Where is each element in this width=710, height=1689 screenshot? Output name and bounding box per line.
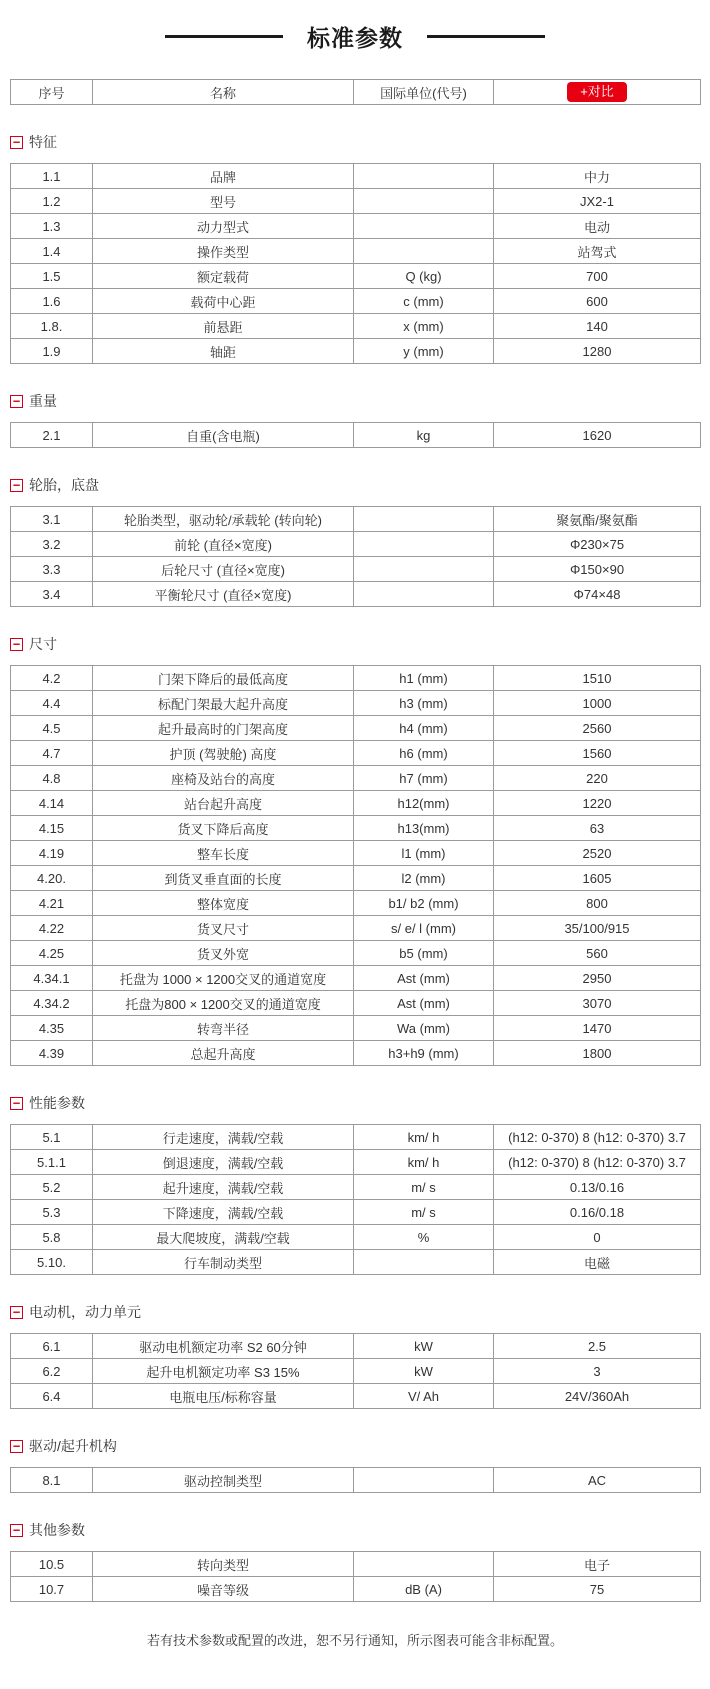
section-table — [10, 1551, 701, 1602]
section-table — [10, 1467, 701, 1493]
title-line-right — [427, 35, 545, 38]
row-name-cell: 额定载荷 — [93, 264, 354, 289]
row-value-cell: 3070 — [494, 991, 701, 1016]
collapse-minus-icon[interactable]: − — [10, 136, 23, 149]
row-unit-cell: km/ h — [354, 1150, 494, 1175]
row-value-cell: 140 — [494, 314, 701, 339]
row-name-cell: 前轮 (直径×宽度) — [93, 532, 354, 557]
row-name-cell: 货叉尺寸 — [93, 916, 354, 941]
row-number-cell: 6.2 — [11, 1359, 93, 1384]
table-row — [11, 164, 701, 189]
row-name-cell: 站台起升高度 — [93, 791, 354, 816]
spec-section — [10, 1302, 700, 1409]
section-header — [10, 1302, 700, 1322]
table-row — [11, 1175, 701, 1200]
row-unit-cell — [354, 239, 494, 264]
table-row — [11, 866, 701, 891]
row-unit-cell: Ast (mm) — [354, 991, 494, 1016]
row-name-cell: 起升速度，满载/空载 — [93, 1175, 354, 1200]
row-name-cell: 货叉下降后高度 — [93, 816, 354, 841]
row-unit-cell: h3 (mm) — [354, 691, 494, 716]
row-unit-cell: b5 (mm) — [354, 941, 494, 966]
table-row — [11, 741, 701, 766]
row-unit-cell — [354, 1552, 494, 1577]
row-number-cell: 4.2 — [11, 666, 93, 691]
row-value-cell: 2560 — [494, 716, 701, 741]
table-row — [11, 1125, 701, 1150]
row-number-cell: 4.15 — [11, 816, 93, 841]
row-unit-cell: l2 (mm) — [354, 866, 494, 891]
table-row — [11, 189, 701, 214]
table-row — [11, 1225, 701, 1250]
table-row — [11, 1200, 701, 1225]
table-row — [11, 264, 701, 289]
spec-section — [10, 391, 700, 448]
table-row — [11, 314, 701, 339]
row-value-cell: 0 — [494, 1225, 701, 1250]
row-number-cell: 4.7 — [11, 741, 93, 766]
row-name-cell: 货叉外宽 — [93, 941, 354, 966]
row-number-cell: 10.5 — [11, 1552, 93, 1577]
spec-section — [10, 1093, 700, 1275]
collapse-minus-icon[interactable]: − — [10, 1097, 23, 1110]
row-name-cell: 行车制动类型 — [93, 1250, 354, 1275]
table-row — [11, 532, 701, 557]
collapse-minus-icon[interactable]: − — [10, 638, 23, 651]
row-name-cell: 转弯半径 — [93, 1016, 354, 1041]
row-number-cell: 5.3 — [11, 1200, 93, 1225]
row-name-cell: 总起升高度 — [93, 1041, 354, 1066]
row-name-cell: 载荷中心距 — [93, 289, 354, 314]
row-unit-cell: h4 (mm) — [354, 716, 494, 741]
collapse-minus-icon[interactable]: − — [10, 479, 23, 492]
row-name-cell: 自重(含电瓶) — [93, 423, 354, 448]
row-unit-cell: kW — [354, 1334, 494, 1359]
table-row — [11, 1334, 701, 1359]
section-title: 其他参数 — [29, 1522, 85, 1538]
table-row — [11, 423, 701, 448]
header-cell-unit: 国际单位(代号) — [354, 80, 494, 105]
section-header — [10, 132, 700, 152]
row-number-cell: 4.39 — [11, 1041, 93, 1066]
table-row — [11, 339, 701, 364]
table-row — [11, 766, 701, 791]
row-name-cell: 起升最高时的门架高度 — [93, 716, 354, 741]
section-table — [10, 506, 701, 607]
row-unit-cell: kW — [354, 1359, 494, 1384]
row-number-cell: 4.34.2 — [11, 991, 93, 1016]
row-name-cell: 整车长度 — [93, 841, 354, 866]
row-unit-cell: Wa (mm) — [354, 1016, 494, 1041]
row-number-cell: 3.2 — [11, 532, 93, 557]
section-title: 特征 — [29, 134, 57, 150]
row-number-cell: 3.1 — [11, 507, 93, 532]
table-row — [11, 239, 701, 264]
row-name-cell: 轮胎类型，驱动轮/承载轮 (转向轮) — [93, 507, 354, 532]
row-name-cell: 电瓶电压/标称容量 — [93, 1384, 354, 1409]
row-number-cell: 4.20. — [11, 866, 93, 891]
row-value-cell: Φ74×48 — [494, 582, 701, 607]
table-row — [11, 1384, 701, 1409]
row-name-cell: 操作类型 — [93, 239, 354, 264]
row-unit-cell — [354, 164, 494, 189]
row-value-cell: 1620 — [494, 423, 701, 448]
row-number-cell: 4.14 — [11, 791, 93, 816]
row-name-cell: 最大爬坡度，满载/空载 — [93, 1225, 354, 1250]
row-unit-cell: V/ Ah — [354, 1384, 494, 1409]
row-name-cell: 动力型式 — [93, 214, 354, 239]
row-value-cell: 700 — [494, 264, 701, 289]
row-unit-cell — [354, 189, 494, 214]
row-value-cell: (h12: 0-370) 8 (h12: 0-370) 3.7 — [494, 1125, 701, 1150]
row-name-cell: 噪音等级 — [93, 1577, 354, 1602]
row-unit-cell: h7 (mm) — [354, 766, 494, 791]
spec-section — [10, 1520, 700, 1602]
row-number-cell: 1.1 — [11, 164, 93, 189]
row-unit-cell: c (mm) — [354, 289, 494, 314]
row-unit-cell: % — [354, 1225, 494, 1250]
table-row — [11, 1552, 701, 1577]
section-header — [10, 1093, 700, 1113]
row-value-cell: 63 — [494, 816, 701, 841]
row-value-cell: 电动 — [494, 214, 701, 239]
row-name-cell: 座椅及站台的高度 — [93, 766, 354, 791]
row-number-cell: 1.5 — [11, 264, 93, 289]
row-number-cell: 5.8 — [11, 1225, 93, 1250]
table-row — [11, 791, 701, 816]
row-number-cell: 3.3 — [11, 557, 93, 582]
header-cell-name: 名称 — [93, 80, 354, 105]
collapse-minus-icon[interactable]: − — [10, 395, 23, 408]
row-name-cell: 下降速度，满载/空载 — [93, 1200, 354, 1225]
row-unit-cell — [354, 1468, 494, 1493]
row-value-cell: 3 — [494, 1359, 701, 1384]
row-number-cell: 5.2 — [11, 1175, 93, 1200]
table-row — [11, 841, 701, 866]
row-name-cell: 转向类型 — [93, 1552, 354, 1577]
row-name-cell: 前悬距 — [93, 314, 354, 339]
table-row — [11, 507, 701, 532]
row-value-cell: 站驾式 — [494, 239, 701, 264]
row-number-cell: 4.25 — [11, 941, 93, 966]
row-unit-cell: dB (A) — [354, 1577, 494, 1602]
header-cell-no: 序号 — [11, 80, 93, 105]
table-row — [11, 666, 701, 691]
collapse-minus-icon[interactable]: − — [10, 1524, 23, 1537]
table-row — [11, 1250, 701, 1275]
row-number-cell: 1.9 — [11, 339, 93, 364]
header-row — [11, 80, 701, 105]
section-header — [10, 475, 700, 495]
row-number-cell: 4.8 — [11, 766, 93, 791]
section-table — [10, 1333, 701, 1409]
table-row — [11, 1150, 701, 1175]
row-unit-cell: h12(mm) — [354, 791, 494, 816]
row-number-cell: 6.1 — [11, 1334, 93, 1359]
section-title: 电动机，动力单元 — [29, 1304, 141, 1320]
row-value-cell: 1280 — [494, 339, 701, 364]
row-name-cell: 整体宽度 — [93, 891, 354, 916]
row-value-cell: 1800 — [494, 1041, 701, 1066]
row-name-cell: 型号 — [93, 189, 354, 214]
section-header — [10, 634, 700, 654]
row-unit-cell: Q (kg) — [354, 264, 494, 289]
row-value-cell: 0.16/0.18 — [494, 1200, 701, 1225]
row-value-cell: 220 — [494, 766, 701, 791]
row-unit-cell: b1/ b2 (mm) — [354, 891, 494, 916]
row-unit-cell — [354, 214, 494, 239]
spec-section — [10, 634, 700, 1066]
section-table — [10, 665, 701, 1066]
row-value-cell: 1470 — [494, 1016, 701, 1041]
section-title: 性能参数 — [29, 1095, 85, 1111]
table-row — [11, 582, 701, 607]
header-cell-compare — [494, 80, 701, 105]
spec-header-table — [10, 79, 701, 105]
row-unit-cell: Ast (mm) — [354, 966, 494, 991]
table-row — [11, 891, 701, 916]
table-row — [11, 1041, 701, 1066]
row-unit-cell — [354, 1250, 494, 1275]
row-value-cell: 聚氨酯/聚氨酯 — [494, 507, 701, 532]
row-number-cell: 1.8. — [11, 314, 93, 339]
collapse-minus-icon[interactable]: − — [10, 1440, 23, 1453]
footer-note: 若有技术参数或配置的改进，恕不另行通知，所示图表可能含非标配置。 — [146, 1633, 563, 1648]
row-name-cell: 托盘为800 × 1200交叉的通道宽度 — [93, 991, 354, 1016]
row-unit-cell: h3+h9 (mm) — [354, 1041, 494, 1066]
row-value-cell: 1000 — [494, 691, 701, 716]
row-number-cell: 4.34.1 — [11, 966, 93, 991]
table-row — [11, 991, 701, 1016]
table-row — [11, 1016, 701, 1041]
row-value-cell: 560 — [494, 941, 701, 966]
row-value-cell: 2520 — [494, 841, 701, 866]
compare-button[interactable]: +对比 — [567, 82, 627, 102]
row-number-cell: 2.1 — [11, 423, 93, 448]
row-value-cell: 1220 — [494, 791, 701, 816]
section-title: 轮胎，底盘 — [29, 477, 99, 493]
row-name-cell: 平衡轮尺寸 (直径×宽度) — [93, 582, 354, 607]
row-unit-cell: s/ e/ l (mm) — [354, 916, 494, 941]
collapse-minus-icon[interactable]: − — [10, 1306, 23, 1319]
row-unit-cell: h13(mm) — [354, 816, 494, 841]
row-number-cell: 5.10. — [11, 1250, 93, 1275]
row-value-cell: 电子 — [494, 1552, 701, 1577]
row-unit-cell: h6 (mm) — [354, 741, 494, 766]
row-value-cell: Φ150×90 — [494, 557, 701, 582]
row-number-cell: 1.2 — [11, 189, 93, 214]
row-unit-cell — [354, 507, 494, 532]
table-row — [11, 557, 701, 582]
section-header — [10, 1520, 700, 1540]
row-name-cell: 标配门架最大起升高度 — [93, 691, 354, 716]
section-table — [10, 163, 701, 364]
row-name-cell: 倒退速度，满载/空载 — [93, 1150, 354, 1175]
row-unit-cell: m/ s — [354, 1200, 494, 1225]
row-number-cell: 1.3 — [11, 214, 93, 239]
section-header — [10, 1436, 700, 1456]
row-unit-cell — [354, 532, 494, 557]
section-table — [10, 1124, 701, 1275]
row-value-cell: 800 — [494, 891, 701, 916]
row-name-cell: 门架下降后的最低高度 — [93, 666, 354, 691]
row-value-cell: 电磁 — [494, 1250, 701, 1275]
table-row — [11, 1468, 701, 1493]
row-value-cell: 1510 — [494, 666, 701, 691]
section-title: 尺寸 — [29, 636, 57, 652]
row-name-cell: 护顶 (驾驶舱) 高度 — [93, 741, 354, 766]
row-number-cell: 10.7 — [11, 1577, 93, 1602]
spec-section — [10, 1436, 700, 1493]
row-name-cell: 后轮尺寸 (直径×宽度) — [93, 557, 354, 582]
row-number-cell: 6.4 — [11, 1384, 93, 1409]
row-value-cell: 35/100/915 — [494, 916, 701, 941]
section-title: 重量 — [29, 393, 57, 409]
row-name-cell: 驱动电机额定功率 S2 60分钟 — [93, 1334, 354, 1359]
row-value-cell: JX2-1 — [494, 189, 701, 214]
row-name-cell: 行走速度，满载/空载 — [93, 1125, 354, 1150]
page-title: 标准参数 — [307, 25, 403, 51]
row-unit-cell: m/ s — [354, 1175, 494, 1200]
row-name-cell: 到货叉垂直面的长度 — [93, 866, 354, 891]
table-row — [11, 716, 701, 741]
row-number-cell: 4.22 — [11, 916, 93, 941]
title-line-left — [165, 35, 283, 38]
table-row — [11, 941, 701, 966]
row-unit-cell: kg — [354, 423, 494, 448]
row-unit-cell — [354, 557, 494, 582]
row-number-cell: 4.5 — [11, 716, 93, 741]
row-name-cell: 驱动控制类型 — [93, 1468, 354, 1493]
section-table — [10, 422, 701, 448]
row-value-cell: 中力 — [494, 164, 701, 189]
row-unit-cell: h1 (mm) — [354, 666, 494, 691]
table-row — [11, 214, 701, 239]
row-unit-cell: km/ h — [354, 1125, 494, 1150]
table-row — [11, 1359, 701, 1384]
table-row — [11, 289, 701, 314]
section-title: 驱动/起升机构 — [29, 1438, 117, 1454]
row-value-cell: 24V/360Ah — [494, 1384, 701, 1409]
row-number-cell: 5.1 — [11, 1125, 93, 1150]
row-unit-cell: y (mm) — [354, 339, 494, 364]
row-number-cell: 4.4 — [11, 691, 93, 716]
row-value-cell: 600 — [494, 289, 701, 314]
row-number-cell: 4.21 — [11, 891, 93, 916]
row-unit-cell: x (mm) — [354, 314, 494, 339]
row-number-cell: 1.6 — [11, 289, 93, 314]
row-number-cell: 4.19 — [11, 841, 93, 866]
row-value-cell: Φ230×75 — [494, 532, 701, 557]
sections-container — [10, 132, 700, 1602]
table-row — [11, 916, 701, 941]
table-row — [11, 966, 701, 991]
row-name-cell: 轴距 — [93, 339, 354, 364]
row-value-cell: 2.5 — [494, 1334, 701, 1359]
row-number-cell: 1.4 — [11, 239, 93, 264]
spec-section — [10, 475, 700, 607]
table-row — [11, 691, 701, 716]
row-value-cell: 1605 — [494, 866, 701, 891]
row-value-cell: 0.13/0.16 — [494, 1175, 701, 1200]
page-title-row — [10, 20, 700, 53]
section-header — [10, 391, 700, 411]
row-value-cell: 1560 — [494, 741, 701, 766]
row-unit-cell — [354, 582, 494, 607]
row-number-cell: 8.1 — [11, 1468, 93, 1493]
table-row — [11, 816, 701, 841]
row-number-cell: 5.1.1 — [11, 1150, 93, 1175]
row-number-cell: 4.35 — [11, 1016, 93, 1041]
row-value-cell: (h12: 0-370) 8 (h12: 0-370) 3.7 — [494, 1150, 701, 1175]
row-name-cell: 托盘为 1000 × 1200交叉的通道宽度 — [93, 966, 354, 991]
row-value-cell: 75 — [494, 1577, 701, 1602]
row-unit-cell: l1 (mm) — [354, 841, 494, 866]
table-row — [11, 1577, 701, 1602]
row-value-cell: 2950 — [494, 966, 701, 991]
row-name-cell: 品牌 — [93, 164, 354, 189]
row-value-cell: AC — [494, 1468, 701, 1493]
row-number-cell: 3.4 — [11, 582, 93, 607]
row-name-cell: 起升电机额定功率 S3 15% — [93, 1359, 354, 1384]
spec-section — [10, 132, 700, 364]
